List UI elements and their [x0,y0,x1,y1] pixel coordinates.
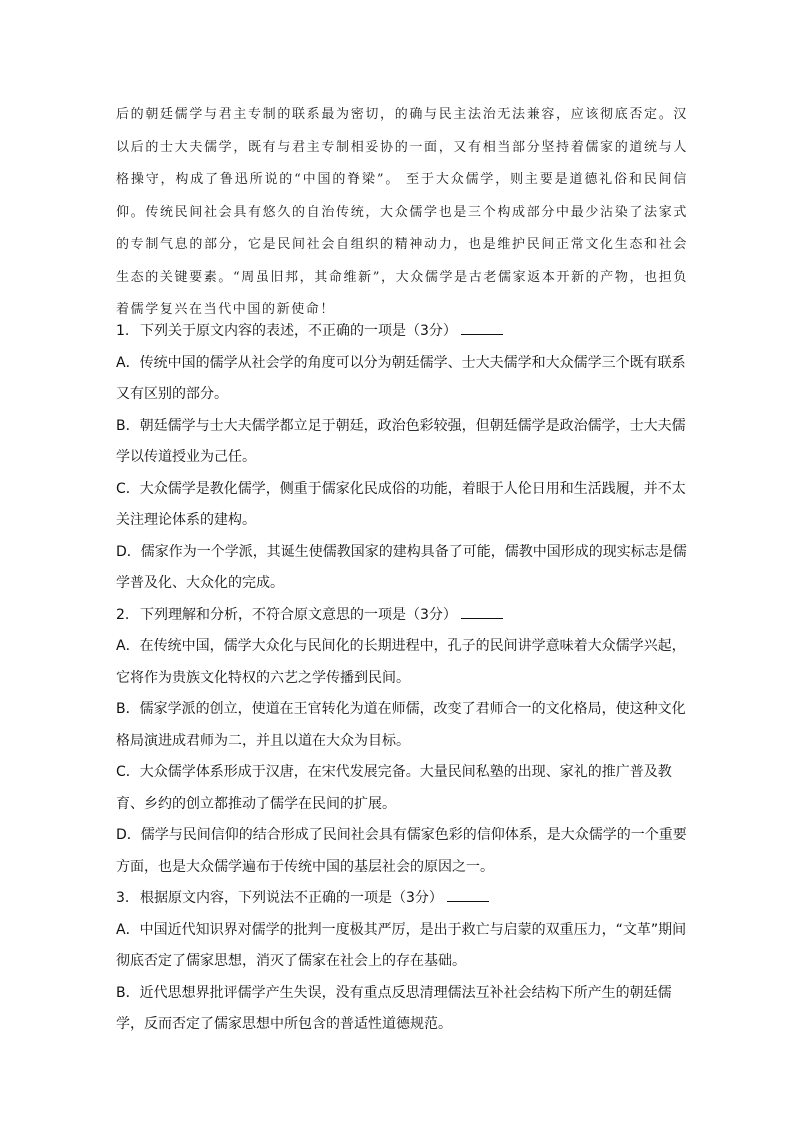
answer-blank[interactable] [461,604,503,619]
question-number: 3. [116,890,130,906]
question-1-stem [116,316,688,348]
question-number: 2. [116,606,130,623]
question-3 [116,883,688,1041]
option-d: D．儒家作为一个学派，其诞生使儒教国家的建构具备了可能，儒教中国形成的现实标志是儒学普及化、大众化的完成。 [116,543,687,591]
reading-passage [116,99,688,327]
question-2-stem [116,600,688,632]
question-text: 下列关于原文内容的表述，不正确的一项是（3分） [140,323,457,339]
option-d: D．儒学与民间信仰的结合形成了民间社会具有儒家色彩的信仰体系，是大众儒学的一个重要方面，也是大众儒学遍布于传统中国的基层社会的原因之一。 [116,827,687,875]
question-list [116,316,688,1041]
option-c: C．大众儒学体系形成于汉唐，在宋代发展完备。大量民间私塾的出现、家礼的推广普及教育、乡约的创立都推动了儒学在民间的扩展。 [116,764,672,812]
question-number: 1. [116,323,130,339]
option-b: B．朝廷儒学与士大夫儒学都立足于朝廷，政治色彩较强，但朝廷儒学是政治儒学，士大夫儒学以传道授业为己任。 [116,417,686,465]
answer-blank[interactable] [447,887,489,902]
question-text: 根据原文内容，下列说法不正确的一项是（3分） [140,890,443,906]
option-a: A．中国近代知识界对儒学的批判一度极其严厉，是出于救亡与启蒙的双重压力，“文革”期间彻底否定了儒家思想，消灭了儒家在社会上的存在基础。 [116,921,687,969]
option-a: A．传统中国的儒学从社会学的角度可以分为朝廷儒学、士大夫儒学和大众儒学三个既有联系又有区别的部分。 [116,354,686,402]
option-a: A．在传统中国，儒学大众化与民间化的长期进程中，孔子的民间讲学意味着大众儒学兴起，它将作为贵族文化特权的六艺之学传播到民间。 [116,638,686,686]
option-b: B．儒家学派的创立，使道在王官转化为道在师儒，改变了君师合一的文化格局，使这种文化格局演进成君师为二，并且以道在大众为目标。 [116,701,686,749]
answer-blank[interactable] [461,320,503,335]
option-b: B．近代思想界批评儒学产生失误，没有重点反思清理儒法互补社会结构下所产生的朝廷儒学，反而否定了儒家思想中所包含的普适性道德规范。 [116,984,672,1032]
question-1 [116,316,688,600]
question-3-stem [116,883,688,915]
question-2 [116,600,688,884]
question-text: 下列理解和分析，不符合原文意思的一项是（3分） [140,606,457,623]
option-c: C．大众儒学是教化儒学，侧重于儒家化民成俗的功能，着眼于人伦日用和生活践履，并不太关注理论体系的建构。 [116,480,686,528]
passage-paragraph: 后的朝廷儒学与君主专制的联系最为密切，的确与民主法治无法兼容，应该彻底否定。汉以后的士大夫儒学，既有与君主专制相妥协的一面，又有相当部分坚持着儒家的道统与人格操守，构成了鲁迅所说的“中国的脊梁”。 至于大众儒学，则主要是道德礼俗和民间信仰。传统民间社会具有悠久的自治传统，大众儒学也是三个构成部分中最少沾染了法家式的专制气息的部分，它是民间社会自组织的精神动力，也是维护民间正常文化生态和社会生态的关键要素。“周虽旧邦，其命维新”，大众儒学是古老儒家返本开新的产物，也担负着儒学复兴在当代中国的新使命！ [116,107,688,317]
